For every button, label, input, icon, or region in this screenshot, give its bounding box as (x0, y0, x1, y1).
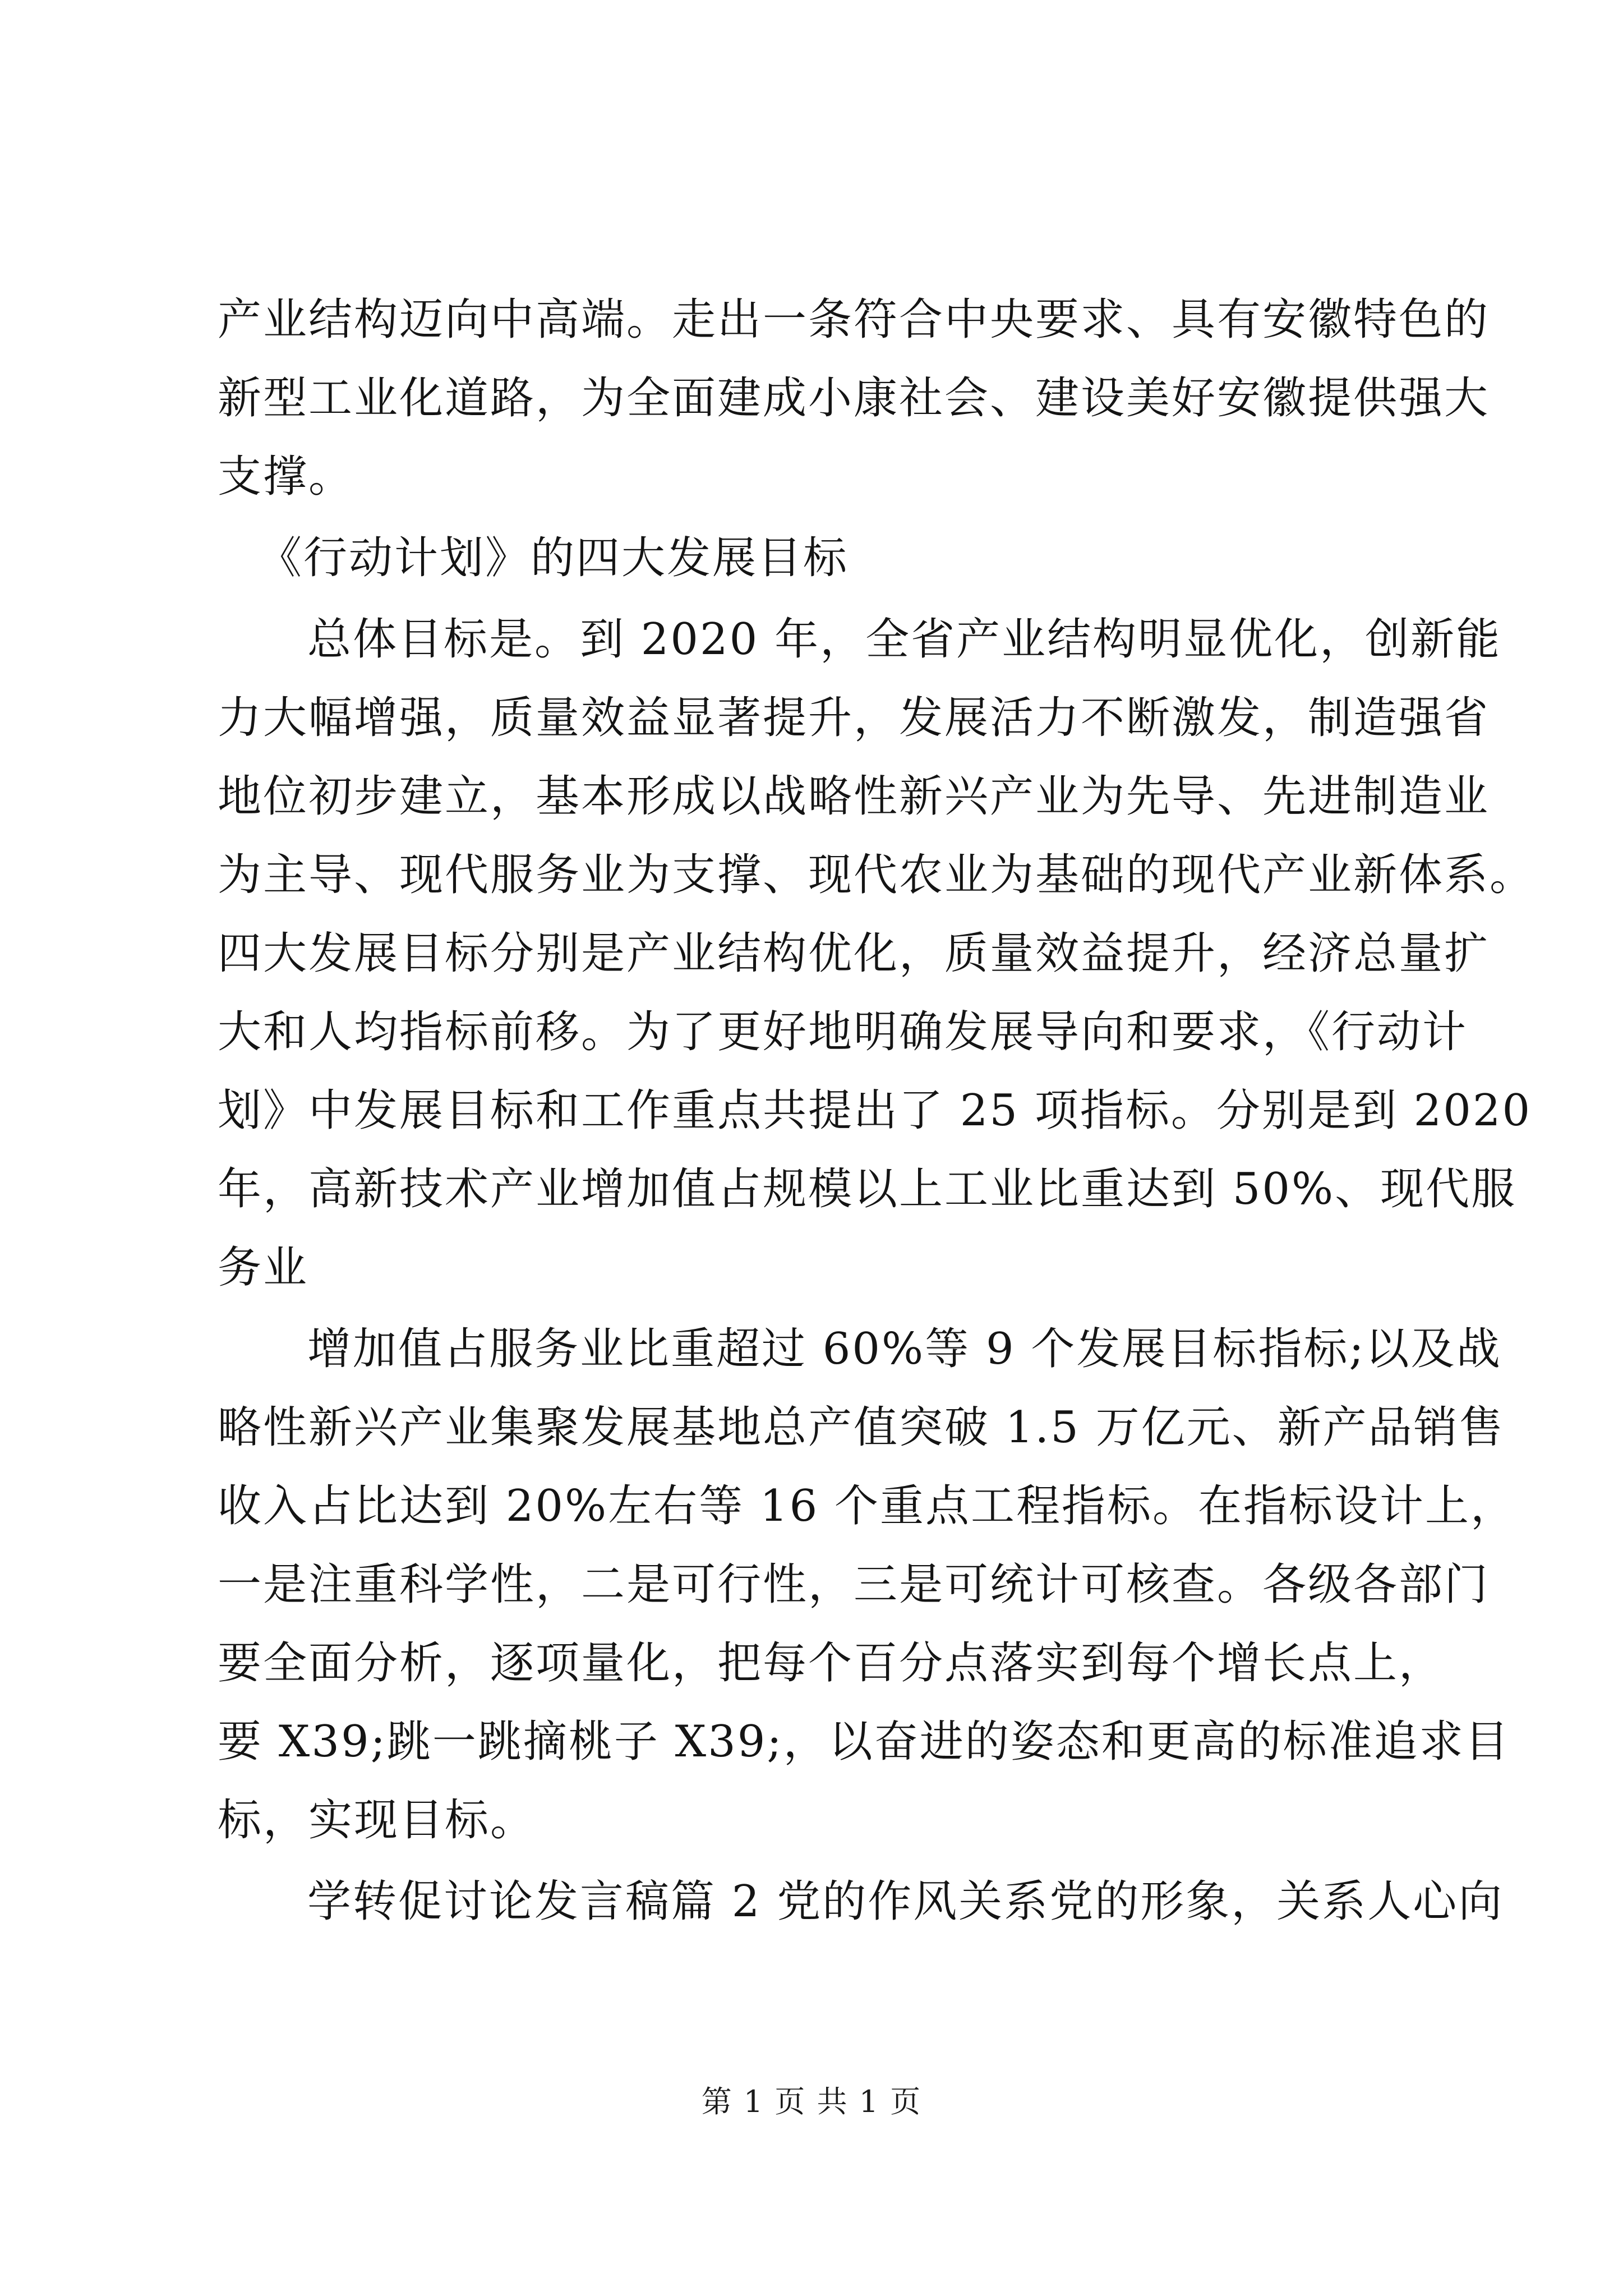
text-line: 支撑。 (218, 452, 354, 502)
section-heading: 《行动计划》的四大发展目标 (258, 533, 849, 583)
page-footer: 第 1 页 共 1 页 (701, 2084, 922, 2119)
text-line: 务业 (218, 1243, 309, 1293)
text-line: 增加值占服务业比重超过 60%等 9 个发展目标指标;以及战 (307, 1324, 1502, 1374)
text-line: 划》中发展目标和工作重点共提出了 25 项指标。分别是到 2020 (218, 1085, 1532, 1136)
text-line: 年，高新技术产业增加值占规模以上工业比重达到 50%、现代服 (218, 1164, 1517, 1214)
text-line: 地位初步建立，基本形成以战略性新兴产业为先导、先进制造业 (218, 771, 1490, 822)
text-line: 大和人均指标前移。为了更好地明确发展导向和要求，《行动计 (218, 1007, 1468, 1057)
text-line: 学转促讨论发言稿篇 2 党的作风关系党的形象，关系人心向 (307, 1876, 1504, 1927)
text-line: 为主导、现代服务业为支撑、现代农业为基础的现代产业新体系。 (218, 850, 1536, 900)
text-line: 新型工业化道路，为全面建成小康社会、建设美好安徽提供强大 (218, 373, 1490, 424)
text-line: 产业结构迈向中高端。走出一条符合中央要求、具有安徽特色的 (218, 295, 1490, 345)
text-line: 要 X39;跳一跳摘桃子 X39;，以奋进的姿态和更高的标准追求目 (218, 1717, 1510, 1767)
text-line: 一是注重科学性，二是可行性，三是可统计可核查。各级各部门 (218, 1559, 1490, 1610)
text-line: 四大发展目标分别是产业结构优化，质量效益提升，经济总量扩 (218, 928, 1490, 979)
text-line: 力大幅增强，质量效益显著提升，发展活力不断激发，制造强省 (218, 693, 1490, 743)
text-line: 总体目标是。到 2020 年，全省产业结构明显优化，创新能 (307, 614, 1502, 665)
text-line: 要全面分析，逐项量化，把每个百分点落实到每个增长点上， (218, 1638, 1445, 1688)
text-line: 收入占比达到 20%左右等 16 个重点工程指标。在指标设计上， (218, 1481, 1516, 1531)
text-line: 标，实现目标。 (218, 1795, 536, 1846)
text-line: 略性新兴产业集聚发展基地总产值突破 1.5 万亿元、新产品销售 (218, 1402, 1505, 1453)
